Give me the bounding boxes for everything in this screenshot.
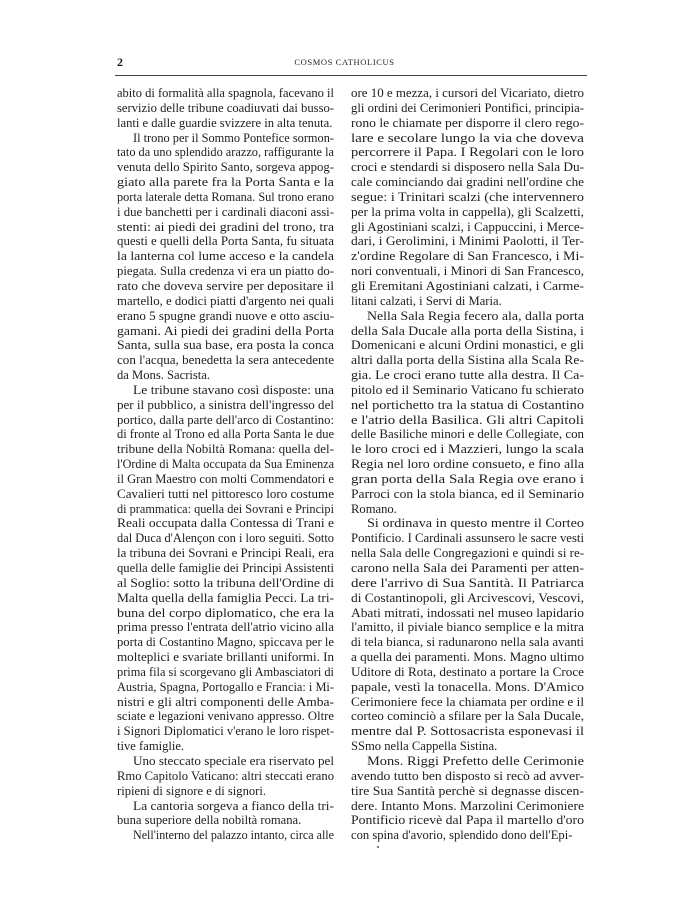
paragraph-line bbox=[117, 813, 334, 828]
line-text: tive famiglie. bbox=[117, 739, 185, 754]
line-text: Reali occupata dalla Contessa di Trani e bbox=[117, 516, 334, 531]
paragraph-line bbox=[117, 116, 334, 131]
paragraph-line bbox=[117, 413, 334, 428]
paragraph-line bbox=[351, 784, 584, 799]
line-text: percorrere il Papa. I Regolari con le loro bbox=[351, 145, 584, 160]
scan-speck bbox=[377, 846, 379, 848]
line-text: giato alla parete fra la Porta Santa e la bbox=[117, 175, 334, 190]
paragraph-line bbox=[351, 160, 584, 175]
paragraph-line bbox=[351, 398, 584, 413]
paragraph-line bbox=[351, 591, 584, 606]
paragraph-line bbox=[117, 650, 334, 665]
line-text: carono nella Sala dei Paramenti per atten- bbox=[351, 561, 584, 575]
line-text: Mons. Riggi Prefetto delle Cerimonie bbox=[367, 753, 584, 768]
paragraph-line bbox=[117, 516, 334, 531]
line-text: segue: i Trinitari scalzi (che intervennero bbox=[351, 189, 584, 204]
paragraph-line bbox=[117, 591, 334, 606]
line-text: Romano. bbox=[351, 501, 397, 516]
paragraph-line bbox=[117, 695, 334, 710]
line-text: la tribuna dei Sovrani e Principi Reali, era bbox=[117, 546, 334, 561]
paragraph-line bbox=[351, 502, 584, 517]
line-text: stenti: ai piedi dei gradini del trono, tra bbox=[117, 219, 334, 234]
paragraph-line bbox=[117, 398, 334, 413]
paragraph-line bbox=[117, 294, 334, 309]
line-text: Uno steccato speciale era riservato pel bbox=[133, 753, 334, 768]
paragraph-line bbox=[351, 531, 584, 546]
paragraph-line bbox=[117, 457, 334, 472]
line-text: le loro croci ed i Mazzieri, lungo la scala bbox=[351, 442, 584, 457]
line-text: dere l'arrivo di Sua Santità. Il Patriarca bbox=[351, 575, 584, 590]
line-text: tato da uno splendido arazzo, raffigurante la bbox=[117, 145, 334, 160]
line-text: della Sala Ducale alla porta della Sistina, i bbox=[351, 323, 584, 338]
line-text: Santa, sulla sua base, era posta la conca bbox=[117, 338, 334, 353]
paragraph-line bbox=[117, 665, 334, 680]
paragraph-line bbox=[351, 799, 584, 814]
line-text: ore 10 e mezza, i cursori del Vicariato, dietro bbox=[351, 86, 584, 100]
line-text: mentre dal P. Sottosacrista esponevasi il bbox=[351, 724, 584, 739]
line-text: al Soglio: sotto la tribuna dell'Ordine di bbox=[117, 575, 334, 590]
paragraph-line bbox=[117, 427, 334, 442]
paragraph-line bbox=[351, 309, 584, 324]
running-title: COSMOS CATHOLICUS bbox=[294, 57, 395, 67]
paragraph-line bbox=[117, 546, 334, 561]
line-text: buna del corpo diplomatico, che era la bbox=[117, 605, 334, 620]
paragraph-line bbox=[351, 131, 584, 146]
line-text: gli Agostiniani scalzi, i Cappuccini, i Merce- bbox=[351, 219, 584, 234]
paragraph-line bbox=[351, 279, 584, 294]
paragraph-line bbox=[351, 457, 584, 472]
paragraph-line bbox=[351, 234, 584, 249]
paragraph-line bbox=[117, 769, 334, 784]
paragraph-line bbox=[117, 799, 334, 814]
paragraph-line bbox=[351, 145, 584, 160]
line-text: croci e stendardi si disposero nella Sala Du- bbox=[351, 160, 584, 175]
line-text: altri dalla porta della Sistina alla Scala Re- bbox=[351, 353, 584, 368]
paragraph-line bbox=[351, 353, 584, 368]
line-text: rono le chiamate per disporre il clero rego- bbox=[351, 115, 584, 130]
line-text: pitolo ed il Seminario Vaticano fu schierato bbox=[351, 382, 584, 397]
paragraph-line bbox=[351, 516, 584, 531]
line-text: di tela bianca, si radunarono nella sala avanti bbox=[351, 635, 584, 650]
paragraph-line bbox=[351, 220, 584, 235]
line-text: delle Basiliche minori e delle Collegiate, con bbox=[351, 427, 584, 442]
line-text: dere. Intanto Mons. Marzolini Cerimoniere bbox=[351, 798, 584, 813]
line-text: Pontificio. I Cardinali assunsero le sacre vesti bbox=[351, 531, 584, 546]
line-text: nori conventuali, i Minori di San Francesco, bbox=[351, 264, 584, 279]
paragraph-line bbox=[117, 784, 334, 799]
line-text: venuta dello Spirito Santo, sorgeva appog- bbox=[117, 160, 334, 175]
paragraph-line bbox=[351, 813, 584, 828]
line-text: avendo tutto ben disposto si recò ad avver- bbox=[351, 768, 584, 783]
line-text: con l'acqua, benedetta la sera antecedente bbox=[117, 353, 334, 368]
paragraph-line bbox=[117, 561, 334, 576]
line-text: gran porta della Sala Regia ove erano i bbox=[351, 471, 584, 486]
line-text: Si ordinava in questo mentre il Corteo bbox=[367, 516, 584, 531]
paragraph-line bbox=[351, 769, 584, 784]
paragraph-line bbox=[117, 576, 334, 591]
line-text: servizio delle tribune coadiuvati dai busso- bbox=[117, 100, 334, 115]
line-text: corteo cominciò a sfilare per la Sala Ducale, bbox=[351, 709, 584, 724]
paragraph-line bbox=[117, 145, 334, 160]
paragraph-line bbox=[117, 309, 334, 324]
line-text: i Signori Diplomatici v'erano le loro rispet- bbox=[117, 724, 334, 739]
paragraph-line bbox=[351, 86, 584, 101]
line-text: quella delle famiglie dei Principi Assistenti bbox=[117, 561, 334, 575]
left-column bbox=[117, 86, 334, 843]
paragraph-line bbox=[351, 294, 584, 309]
line-text: rato che doveva servire per depositare il bbox=[117, 278, 334, 293]
paragraph-line bbox=[351, 561, 584, 576]
paragraph-line bbox=[117, 190, 334, 205]
paragraph-line bbox=[351, 472, 584, 487]
line-text: nistri e gli altri componenti delle Amba- bbox=[117, 694, 334, 709]
line-text: con spina d'avorio, splendido dono dell'Epi- bbox=[351, 828, 573, 843]
paragraph-line bbox=[351, 546, 584, 561]
line-text: di fronte al Trono ed alla Porta Santa le due bbox=[117, 427, 334, 442]
paragraph-line bbox=[117, 368, 334, 383]
paragraph-line bbox=[117, 620, 334, 635]
paragraph-line bbox=[351, 249, 584, 264]
paragraph-line bbox=[117, 175, 334, 190]
paragraph-line bbox=[351, 368, 584, 383]
paragraph-line bbox=[117, 472, 334, 487]
line-text: prima presso l'entrata dell'atrio vicino alla bbox=[117, 620, 334, 635]
line-text: Domenicani e alcuni Ordini monastici, e gli bbox=[351, 338, 584, 353]
line-text: Rmo Capitolo Vaticano: altri steccati erano bbox=[117, 768, 334, 783]
paragraph-line bbox=[117, 487, 334, 502]
page-number: 2 bbox=[117, 55, 123, 69]
line-text: tribune della Nobiltà Romana: quella del- bbox=[117, 442, 334, 457]
paragraph-line bbox=[351, 487, 584, 502]
paragraph-line bbox=[351, 264, 584, 279]
paragraph-line bbox=[351, 739, 584, 754]
paragraph-line bbox=[351, 116, 584, 131]
line-text: a quella dei paramenti. Mons. Magno ultimo bbox=[351, 650, 584, 665]
paragraph-line bbox=[117, 739, 334, 754]
line-text: l'Ordine di Malta occupata da Sua Eminenza bbox=[117, 457, 334, 472]
line-text: buna superiore della nobiltà romana. bbox=[117, 813, 302, 828]
line-text: Nell'interno del palazzo intanto, circa alle bbox=[133, 828, 334, 843]
paragraph-line bbox=[117, 338, 334, 353]
paragraph-line bbox=[351, 695, 584, 710]
paragraph-line bbox=[117, 220, 334, 235]
line-text: Cavalieri tutti nel pittoresco loro costume bbox=[117, 486, 334, 501]
line-text: La cantoria sorgeva a fianco della tri- bbox=[133, 798, 334, 813]
line-text: per il pubblico, a sinistra dell'ingresso del bbox=[117, 397, 334, 412]
line-text: abito di formalità alla spagnola, facevano il bbox=[117, 86, 334, 100]
line-text: porta laterale detta Romana. Sul trono erano bbox=[117, 189, 334, 204]
line-text: molteplici e svariate brillanti uniformi. In bbox=[117, 650, 334, 665]
line-text: gli ordini dei Cerimonieri Pontifici, principia- bbox=[351, 100, 584, 115]
paragraph-line bbox=[351, 680, 584, 695]
paragraph-line bbox=[351, 828, 584, 843]
line-text: gia. Le croci erano tutte alla destra. Il Ca- bbox=[351, 368, 584, 383]
paragraph-line bbox=[351, 383, 584, 398]
line-text: papale, vestì la tonacella. Mons. D'Amico bbox=[351, 679, 584, 694]
paragraph-line bbox=[351, 101, 584, 116]
line-text: Nella Sala Regia fecero ala, dalla porta bbox=[367, 308, 584, 323]
header-rule bbox=[115, 75, 587, 76]
line-text: Parroci con la stola bianca, ed il Seminario bbox=[351, 486, 584, 501]
line-text: Cerimoniere fece la chiamata per ordine e il bbox=[351, 694, 584, 709]
paragraph-line bbox=[351, 754, 584, 769]
paragraph-line bbox=[351, 576, 584, 591]
line-text: da Mons. Sacrista. bbox=[117, 368, 211, 383]
paragraph-line bbox=[351, 724, 584, 739]
paragraph-line bbox=[117, 635, 334, 650]
paragraph-line bbox=[351, 606, 584, 621]
line-text: nella Sala delle Congregazioni e quindi si re- bbox=[351, 546, 584, 561]
line-text: Malta quella della famiglia Pecci. La tri- bbox=[117, 590, 334, 605]
paragraph-line bbox=[117, 264, 334, 279]
line-text: nel portichetto tra la statua di Costantino bbox=[351, 397, 584, 412]
paragraph-line bbox=[351, 709, 584, 724]
paragraph-line bbox=[117, 205, 334, 220]
paragraph-line bbox=[117, 324, 334, 339]
line-text: l'amitto, il piviale bianco semplice e la mitra bbox=[351, 620, 584, 635]
paragraph-line bbox=[117, 279, 334, 294]
paragraph-line bbox=[117, 249, 334, 264]
line-text: lare e secolare lungo la via che doveva bbox=[351, 130, 584, 145]
line-text: dal Duca d'Alençon con i loro seguiti. Sotto bbox=[117, 531, 334, 546]
paragraph-line bbox=[117, 353, 334, 368]
paragraph-line bbox=[117, 234, 334, 249]
paragraph-line bbox=[117, 531, 334, 546]
line-text: sciate e legazioni venivano appresso. Oltre bbox=[117, 709, 334, 724]
line-text: piegata. Sulla credenza vi era un piatto do- bbox=[117, 264, 334, 279]
paragraph-line bbox=[351, 205, 584, 220]
paragraph-line bbox=[117, 502, 334, 517]
line-text: di prammatica: quella dei Sovrani e Principi bbox=[117, 501, 334, 516]
line-text: di Costantinopoli, gli Arcivescovi, Vescovi, bbox=[351, 590, 584, 605]
paragraph-line bbox=[117, 442, 334, 457]
paragraph-line bbox=[117, 709, 334, 724]
paragraph-line bbox=[351, 635, 584, 650]
line-text: SSmo nella Cappella Sistina. bbox=[351, 739, 498, 754]
paragraph-line bbox=[351, 338, 584, 353]
line-text: la lanterna col lume acceso e la candela bbox=[117, 249, 334, 264]
paragraph-line bbox=[117, 86, 334, 101]
line-text: Pontificio ricevè dal Papa il martello d'oro bbox=[351, 813, 584, 828]
line-text: martello, e dodici piatti d'argento nei quali bbox=[117, 293, 334, 308]
line-text: Le tribune stavano così disposte: una bbox=[133, 382, 334, 397]
line-text: tire Sua Santità perchè si degnasse discen- bbox=[351, 783, 584, 798]
paragraph-line bbox=[117, 754, 334, 769]
line-text: il Gran Maestro con molti Commendatori e bbox=[117, 471, 334, 486]
paragraph-line bbox=[117, 606, 334, 621]
paragraph-line bbox=[351, 324, 584, 339]
right-column bbox=[351, 86, 584, 843]
paragraph-line bbox=[351, 190, 584, 205]
paragraph-line bbox=[351, 620, 584, 635]
paragraph-line bbox=[117, 131, 334, 146]
line-text: i due banchetti per i cardinali diaconi assi- bbox=[117, 204, 334, 219]
line-text: Regia nel loro ordine consueto, e fino alla bbox=[351, 457, 584, 472]
paragraph-line bbox=[117, 828, 334, 843]
paragraph-line bbox=[117, 160, 334, 175]
line-text: Il trono per il Sommo Pontefice sormon- bbox=[133, 130, 334, 145]
paragraph-line bbox=[117, 383, 334, 398]
line-text: porta di Costantino Magno, spiccava per le bbox=[117, 635, 334, 650]
paragraph-line bbox=[351, 427, 584, 442]
paragraph-line bbox=[351, 665, 584, 680]
line-text: lanti e dalle guardie svizzere in alta tenuta. bbox=[117, 115, 333, 130]
paragraph-line bbox=[351, 650, 584, 665]
line-text: per la prima volta in cappella), gli Scalzetti, bbox=[351, 204, 584, 219]
line-text: cale cominciando dai gradini nell'ordine che bbox=[351, 175, 584, 190]
line-text: litani calzati, i Servi di Maria. bbox=[351, 293, 502, 308]
line-text: gamani. Ai piedi dei gradini della Porta bbox=[117, 323, 334, 338]
line-text: Abati mitrati, indossati nel museo lapidario bbox=[351, 605, 584, 620]
line-text: portico, dalla parte dell'arco di Costantino: bbox=[117, 412, 334, 427]
line-text: Uditore di Rota, destinato a portare la Croce bbox=[351, 664, 584, 679]
line-text: erano 5 spugne grandi nuove e otto asciu- bbox=[117, 308, 334, 323]
line-text: dari, i Gerolimini, i Minimi Paolotti, il Ter- bbox=[351, 234, 584, 249]
line-text: questi e quelli della Porta Santa, fu situata bbox=[117, 234, 334, 249]
paragraph-line bbox=[117, 680, 334, 695]
paragraph-line bbox=[351, 442, 584, 457]
line-text: z'ordine Regolare di San Francesco, i Mi- bbox=[351, 249, 584, 264]
line-text: Austria, Spagna, Portogallo e Francia: i Mi- bbox=[117, 679, 334, 694]
line-text: ripieni di signore e di signori. bbox=[117, 783, 267, 798]
paragraph-line bbox=[117, 101, 334, 116]
paragraph-line bbox=[351, 175, 584, 190]
line-text: e l'atrio della Basilica. Gli altri Capitoli bbox=[351, 412, 584, 427]
line-text: gli Eremitani Agostiniani calzati, i Carme- bbox=[351, 278, 584, 293]
line-text: prima fila si scorgevano gli Ambasciatori di bbox=[117, 664, 334, 679]
paragraph-line bbox=[351, 413, 584, 428]
paragraph-line bbox=[117, 724, 334, 739]
